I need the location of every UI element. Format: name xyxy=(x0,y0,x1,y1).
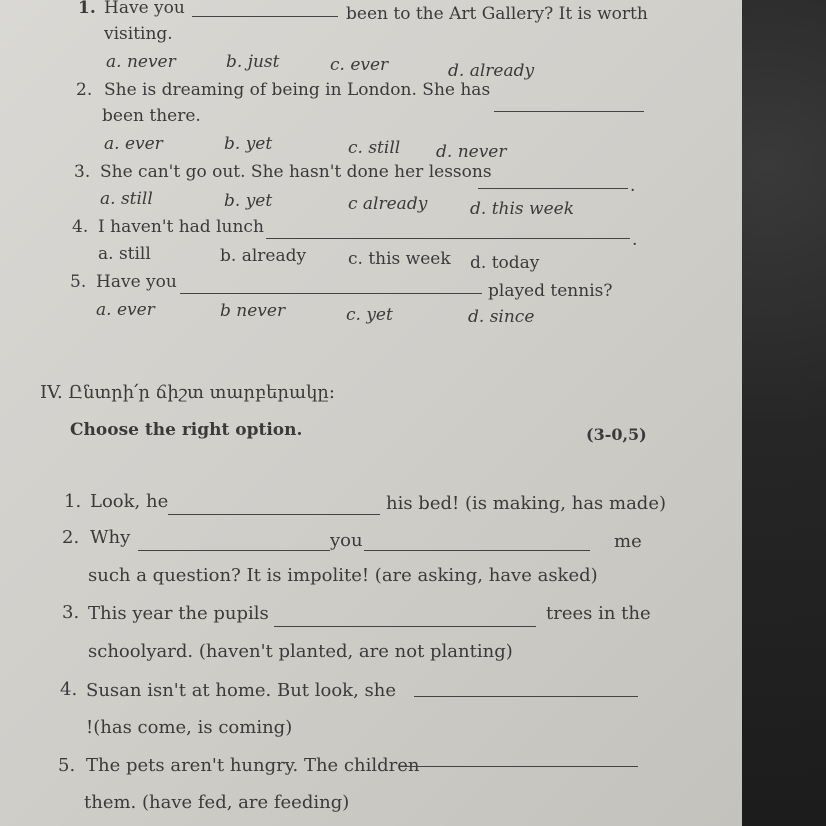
q5-option-b: b never xyxy=(220,301,286,321)
p4-q3-text-cont: schoolyard. (haven't planted, are not planting) xyxy=(88,641,513,662)
q1-number: 1. xyxy=(78,0,96,18)
q4-blank xyxy=(266,238,630,239)
p4-q1-number: 1. xyxy=(64,491,82,512)
q3-option-c: c already xyxy=(348,194,428,214)
q1-option-a: a. never xyxy=(106,52,176,72)
p4-q5-blank xyxy=(400,766,638,767)
dark-background xyxy=(742,0,826,826)
q1-text-start: Have you xyxy=(104,0,185,18)
q3-blank xyxy=(478,188,628,189)
q5-option-c: c. yet xyxy=(346,305,393,325)
q2-text-cont: been there. xyxy=(102,106,201,126)
q2-option-c: c. still xyxy=(348,138,401,158)
p4-q3-text-start: This year the pupils xyxy=(88,603,269,624)
p4-q2-blank-2 xyxy=(364,550,590,551)
p4-q2-number: 2. xyxy=(62,527,80,548)
q2-number: 2. xyxy=(76,80,93,100)
q1-text-cont: visiting. xyxy=(104,24,173,44)
p4-q1-text-end: his bed! (is making, has made) xyxy=(386,493,667,514)
q4-text: I haven't had lunch xyxy=(98,217,264,237)
q1-option-b: b. just xyxy=(226,52,280,72)
q4-option-d: d. today xyxy=(470,253,540,273)
q3-text: She can't go out. She hasn't done her lessons xyxy=(100,162,492,182)
q4-option-c: c. this week xyxy=(348,249,451,269)
q4-end: . xyxy=(632,230,638,250)
q3-option-a: a. still xyxy=(100,189,153,209)
q3-number: 3. xyxy=(74,162,91,182)
q4-option-a: a. still xyxy=(98,244,151,264)
p4-q1-text-start: Look, he xyxy=(90,491,169,512)
q5-blank xyxy=(180,293,482,294)
p4-q4-blank xyxy=(414,696,638,697)
q2-option-a: a. ever xyxy=(104,134,163,154)
q2-text: She is dreaming of being in London. She has xyxy=(104,80,491,100)
q4-option-b: b. already xyxy=(220,246,307,266)
q5-option-d: d. since xyxy=(468,307,535,327)
p4-q5-text-start: The pets aren't hungry. The children xyxy=(86,755,420,776)
q1-option-c: c. ever xyxy=(330,55,389,75)
p4-q2-text-cont: such a question? It is impolite! (are asking, have asked) xyxy=(88,565,598,586)
p4-q4-text-start: Susan isn't at home. But look, she xyxy=(86,680,397,701)
p4-q4-text-cont: !(has come, is coming) xyxy=(86,717,293,738)
q4-number: 4. xyxy=(72,217,89,237)
q2-blank xyxy=(494,111,644,112)
q3-option-b: b. yet xyxy=(224,191,273,211)
p4-q3-blank xyxy=(274,626,536,627)
q5-option-a: a. ever xyxy=(96,300,155,320)
p4-q2-blank-1 xyxy=(138,550,330,551)
q5-text-end: played tennis? xyxy=(488,281,613,301)
p4-q2-text-end: me xyxy=(614,531,642,552)
q5-number: 5. xyxy=(70,272,87,292)
p4-q3-text-end: trees in the xyxy=(546,603,651,624)
q3-end: . xyxy=(630,176,636,196)
q1-text-end: been to the Art Gallery? It is worth xyxy=(346,4,648,24)
q5-text-start: Have you xyxy=(96,272,177,292)
q1-blank xyxy=(192,16,338,17)
section-instruction: Choose the right option. xyxy=(70,420,303,440)
q1-option-d: d. already xyxy=(448,61,535,81)
p4-q2-text-start: Why xyxy=(90,527,131,548)
section-heading: IV. Ընտրի՛ր ճիշտ տարբերակը: xyxy=(40,382,335,403)
q2-option-b: b. yet xyxy=(224,134,273,154)
section-points: (3-0,5) xyxy=(586,425,647,444)
p4-q5-number: 5. xyxy=(58,755,76,776)
p4-q2-text-mid: you xyxy=(330,530,363,551)
q2-option-d: d. never xyxy=(436,142,507,162)
p4-q5-text-cont: them. (have fed, are feeding) xyxy=(84,792,350,813)
p4-q4-number: 4. xyxy=(60,679,78,700)
q3-option-d: d. this week xyxy=(470,199,575,219)
p4-q1-blank xyxy=(168,514,380,515)
p4-q3-number: 3. xyxy=(62,602,80,623)
